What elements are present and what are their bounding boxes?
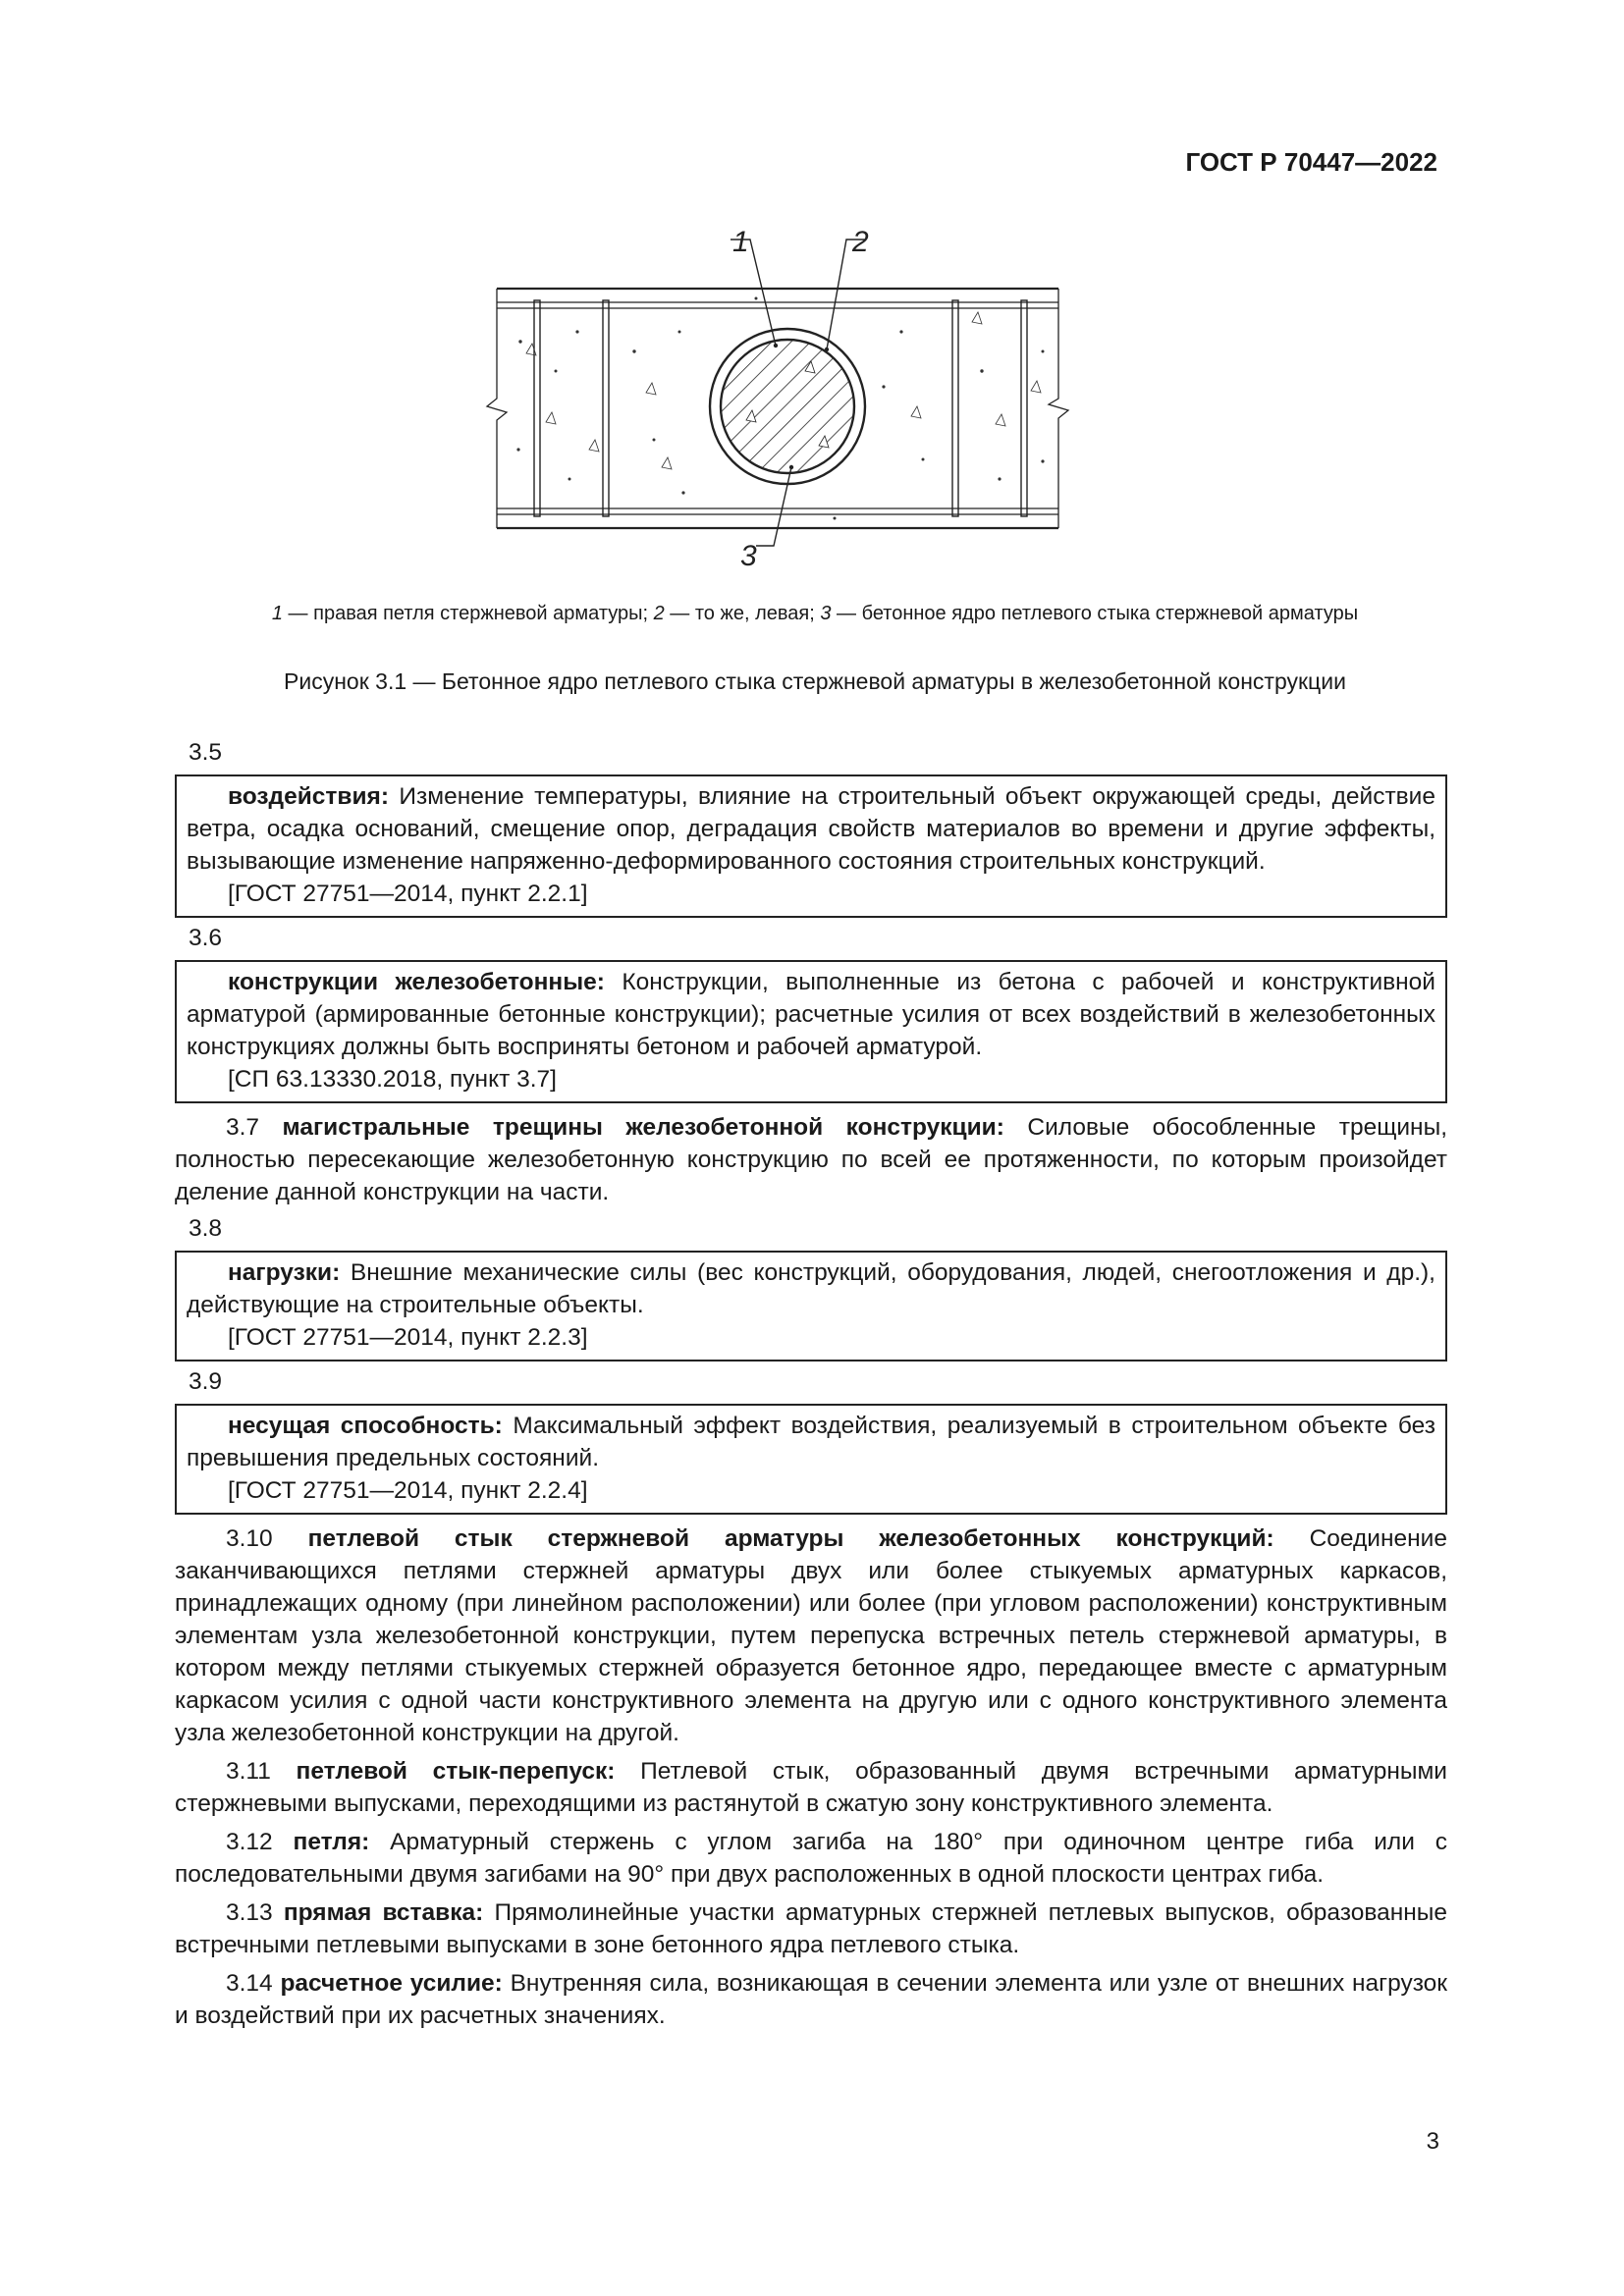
term-number: 3.5: [189, 739, 223, 766]
term-title: петлевой стык стержневой арматуры железобетонных конструкций:: [307, 1525, 1274, 1552]
term-text: Арматурный стержень с углом загиба на 180° при одиночном центре гиба или с последовательными двумя загибами на 90° при двух расположенных в одной плоскости центрах гиба.: [175, 1829, 1447, 1888]
term-title: нагрузки:: [228, 1259, 341, 1286]
term-title: воздействия:: [228, 783, 389, 810]
term-title: конструкции железобетонные:: [228, 969, 605, 995]
term-box-3-9: [175, 1404, 1447, 1515]
term-title: прямая вставка:: [283, 1899, 484, 1926]
term-number: 3.11: [226, 1758, 271, 1785]
term-source: [ГОСТ 27751—2014, пункт 2.2.3]: [228, 1324, 588, 1351]
legend-text-2: — то же, левая;: [664, 603, 821, 624]
page-number: 3: [1426, 2128, 1439, 2155]
term-3-10: [175, 1522, 1447, 1749]
figure-caption: Рисунок 3.1 — Бетонное ядро петлевого стыка стержневой арматуры в железобетонной конструкции: [284, 668, 1346, 694]
term-source: [ГОСТ 27751—2014, пункт 2.2.4]: [228, 1477, 588, 1504]
term-title: расчетное усилие:: [280, 1970, 503, 1997]
term-number: 3.6: [189, 925, 223, 951]
term-box-3-8: [175, 1251, 1447, 1362]
callout-3: 3: [740, 540, 757, 572]
term-text: Внешние механические силы (вес конструкций, оборудования, людей, снегоотложения и др.), действующие на строительные объекты.: [187, 1259, 1435, 1318]
term-title: магистральные трещины железобетонной конструкции:: [282, 1114, 1004, 1141]
term-title: петля:: [293, 1829, 370, 1855]
figure-loop-joint: [461, 224, 1090, 577]
term-source: [ГОСТ 27751—2014, пункт 2.2.1]: [228, 881, 588, 907]
term-text: Конструкции, выполненные из бетона с рабочей и конструктивной арматурой (армированные бетонные конструкции); расчетные усилия от всех воздействий в железобетонных конструкциях должны быть восприняты бетоном и рабочей арматурой.: [187, 969, 1435, 1060]
term-3-14: [175, 1967, 1447, 2032]
term-definition: [187, 1410, 1435, 1474]
callout-1: 1: [732, 226, 749, 258]
term-number: 3.10: [226, 1525, 273, 1552]
legend-num-3: 3: [820, 603, 832, 624]
term-definition: [187, 966, 1435, 1063]
term-text: Изменение температуры, влияние на строительный объект окружающей среды, действие ветра, осадка оснований, смещение опор, деградация свойств материалов во времени и другие эффекты, вызывающие изменение напряженно-деформированного состояния строительных конструкций.: [187, 783, 1435, 875]
document-code: ГОСТ Р 70447—2022: [1185, 147, 1437, 177]
term-title: несущая способность:: [228, 1413, 503, 1439]
term-text: Соединение заканчивающихся петлями стержней арматуры двух или более стыкуемых арматурных каркасов, принадлежащих одному (при линейном расположении) или более (при угловом расположении) конструктивным элементам узла железобетонной конструкции, путем перепуска встречных петель стержневой арматуры, в котором между петлями стыкуемых стержней образуется бетонное ядро, передающее вместе с арматурным каркасом усилия с одной части конструктивного элемента на другую или с одного конструктивного элемента узла железобетонной конструкции на другой.: [175, 1525, 1447, 1746]
legend-text-1: — правая петля стержневой арматуры;: [283, 603, 654, 624]
term-title: петлевой стык-перепуск:: [296, 1758, 616, 1785]
term-number: 3.8: [189, 1215, 223, 1242]
term-number: 3.12: [226, 1829, 273, 1855]
callout-2: 2: [852, 226, 869, 258]
term-number: 3.7: [226, 1114, 260, 1141]
term-text: Прямолинейные участки арматурных стержней петлевых выпусков, образованные встречными петлевыми выпусками в зоне бетонного ядра петлевого стыка.: [175, 1899, 1448, 1958]
figure-legend: [167, 603, 1463, 625]
term-text: Максимальный эффект воздействия, реализуемый в строительном объекте без превышения предельных состояний.: [187, 1413, 1435, 1471]
term-number: 3.9: [189, 1368, 223, 1395]
legend-num-2: 2: [653, 603, 665, 624]
term-text: Петлевой стык, образованный двумя встречными арматурными стержневыми выпусками, переходящими из растянутой в сжатую зону конструктивного элемента.: [175, 1758, 1447, 1817]
term-number: 3.13: [226, 1899, 273, 1926]
term-source: [СП 63.13330.2018, пункт 3.7]: [228, 1066, 557, 1093]
term-definition: [187, 1256, 1435, 1321]
term-3-11: [175, 1755, 1447, 1820]
term-text: Внутренняя сила, возникающая в сечении элемента или узле от внешних нагрузок и воздействий при их расчетных значениях.: [175, 1970, 1448, 2029]
term-definition: [187, 780, 1435, 878]
legend-text-3: — бетонное ядро петлевого стыка стержневой арматуры: [831, 603, 1359, 624]
term-3-7: [175, 1111, 1447, 1208]
term-box-3-6: [175, 960, 1447, 1103]
term-text: Силовые обособленные трещины, полностью пересекающие железобетонную конструкцию по всей ее протяженности, по которым произойдет деление данной конструкции на части.: [175, 1114, 1447, 1205]
term-number: 3.14: [226, 1970, 273, 1997]
term-box-3-5: [175, 774, 1447, 918]
terms-section: [175, 732, 1447, 2032]
legend-num-1: 1: [271, 603, 283, 624]
term-3-12: [175, 1826, 1447, 1891]
term-3-13: [175, 1896, 1447, 1961]
